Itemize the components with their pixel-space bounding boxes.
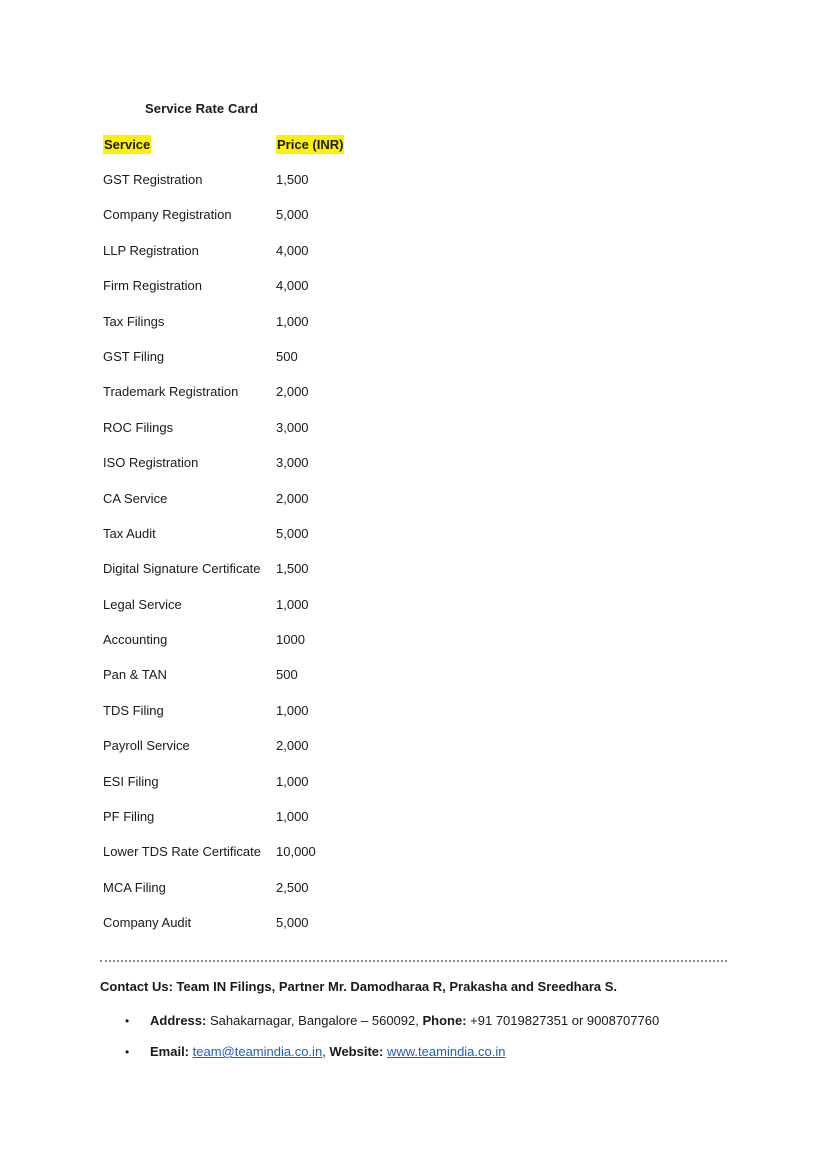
table-row <box>103 339 503 374</box>
service-price: 1,000 <box>276 596 309 612</box>
service-price: 2,000 <box>276 384 309 400</box>
service-name: Company Audit <box>103 915 192 931</box>
bullet-icon: • <box>125 1045 130 1059</box>
table-row <box>103 410 503 445</box>
table-row <box>103 445 503 480</box>
service-price: 5,000 <box>276 207 309 223</box>
service-name: MCA Filing <box>103 879 166 895</box>
table-row <box>103 905 503 940</box>
service-name: TDS Filing <box>103 702 164 718</box>
address-value: Sahakarnagar, Bangalore – 560092, <box>206 1013 423 1028</box>
service-name: CA Service <box>103 490 168 506</box>
service-price: 1,500 <box>276 172 309 187</box>
service-name: Trademark Registration <box>103 384 239 400</box>
table-row <box>103 834 503 869</box>
service-name: Company Registration <box>103 207 232 223</box>
table-row <box>103 728 503 763</box>
service-name: PF Filing <box>103 809 155 825</box>
service-price: 4,000 <box>276 242 309 258</box>
website-label: Website: <box>329 1044 384 1059</box>
table-row <box>103 622 503 657</box>
service-name: Lower TDS Rate Certificate <box>103 844 261 860</box>
service-name: GST Filing <box>103 348 165 364</box>
separator: , <box>322 1044 330 1059</box>
divider <box>100 960 727 962</box>
website-link[interactable]: www.teamindia.co.in <box>386 1044 506 1059</box>
service-price: 1,000 <box>276 702 309 718</box>
service-name: Payroll Service <box>103 738 190 754</box>
contact-heading: Contact Us: Team IN Filings, Partner Mr. Damodharaa R, Prakasha and Sreedhara S. <box>100 979 618 994</box>
email-link[interactable]: team@teamindia.co.in <box>192 1044 323 1059</box>
service-name: LLP Registration <box>103 242 199 258</box>
address-line <box>150 1010 659 1032</box>
service-price: 500 <box>276 348 298 364</box>
service-name: ESI Filing <box>103 773 159 789</box>
service-name: Accounting <box>103 632 168 648</box>
email-item <box>100 1041 740 1072</box>
table-header <box>103 135 503 155</box>
service-price: 1000 <box>276 632 305 648</box>
table-row <box>103 162 503 197</box>
service-price: 2,000 <box>276 738 309 754</box>
service-name: Tax Filings <box>103 313 165 329</box>
service-price: 10,000 <box>276 844 316 860</box>
table-row <box>103 516 503 551</box>
service-name: Tax Audit <box>103 525 156 541</box>
service-name: ISO Registration <box>103 455 199 471</box>
service-price: 2,500 <box>276 879 309 895</box>
service-name: GST Registration <box>103 172 203 187</box>
table-row <box>103 197 503 232</box>
service-name: Legal Service <box>103 596 182 612</box>
service-price: 5,000 <box>276 915 309 931</box>
service-price: 1,000 <box>276 809 309 825</box>
service-price: 1,000 <box>276 773 309 789</box>
service-name: ROC Filings <box>103 419 174 435</box>
email-line <box>150 1041 505 1063</box>
service-price: 5,000 <box>276 525 309 541</box>
phone-value: +91 7019827351 or 9008707760 <box>466 1013 660 1028</box>
service-price: 3,000 <box>276 419 309 435</box>
table-row <box>103 551 503 586</box>
service-price: 1,000 <box>276 313 309 329</box>
service-name: Digital Signature Certificate <box>103 561 261 577</box>
table-row <box>103 870 503 905</box>
service-price: 3,000 <box>276 455 309 471</box>
header-price: Price (INR) <box>277 137 344 152</box>
table-row <box>103 693 503 728</box>
address-label: Address: <box>150 1013 207 1028</box>
service-name: Firm Registration <box>103 278 202 294</box>
table-row <box>103 268 503 303</box>
rate-table <box>103 162 503 941</box>
table-row <box>103 233 503 268</box>
service-price: 1,500 <box>276 561 309 577</box>
address-item <box>100 1010 740 1041</box>
service-price: 500 <box>276 667 298 683</box>
email-label: Email: <box>150 1044 190 1059</box>
table-row <box>103 304 503 339</box>
table-row <box>103 657 503 692</box>
service-price: 2,000 <box>276 490 309 506</box>
phone-label: Phone: <box>422 1013 467 1028</box>
header-service: Service <box>104 137 151 152</box>
table-row <box>103 481 503 516</box>
table-row <box>103 374 503 409</box>
service-price: 4,000 <box>276 278 309 294</box>
contact-details <box>100 1010 740 1072</box>
table-row <box>103 587 503 622</box>
bullet-icon: • <box>125 1014 130 1028</box>
document-title: Service Rate Card <box>145 101 258 116</box>
table-row <box>103 764 503 799</box>
table-row <box>103 799 503 834</box>
service-name: Pan & TAN <box>103 667 167 683</box>
